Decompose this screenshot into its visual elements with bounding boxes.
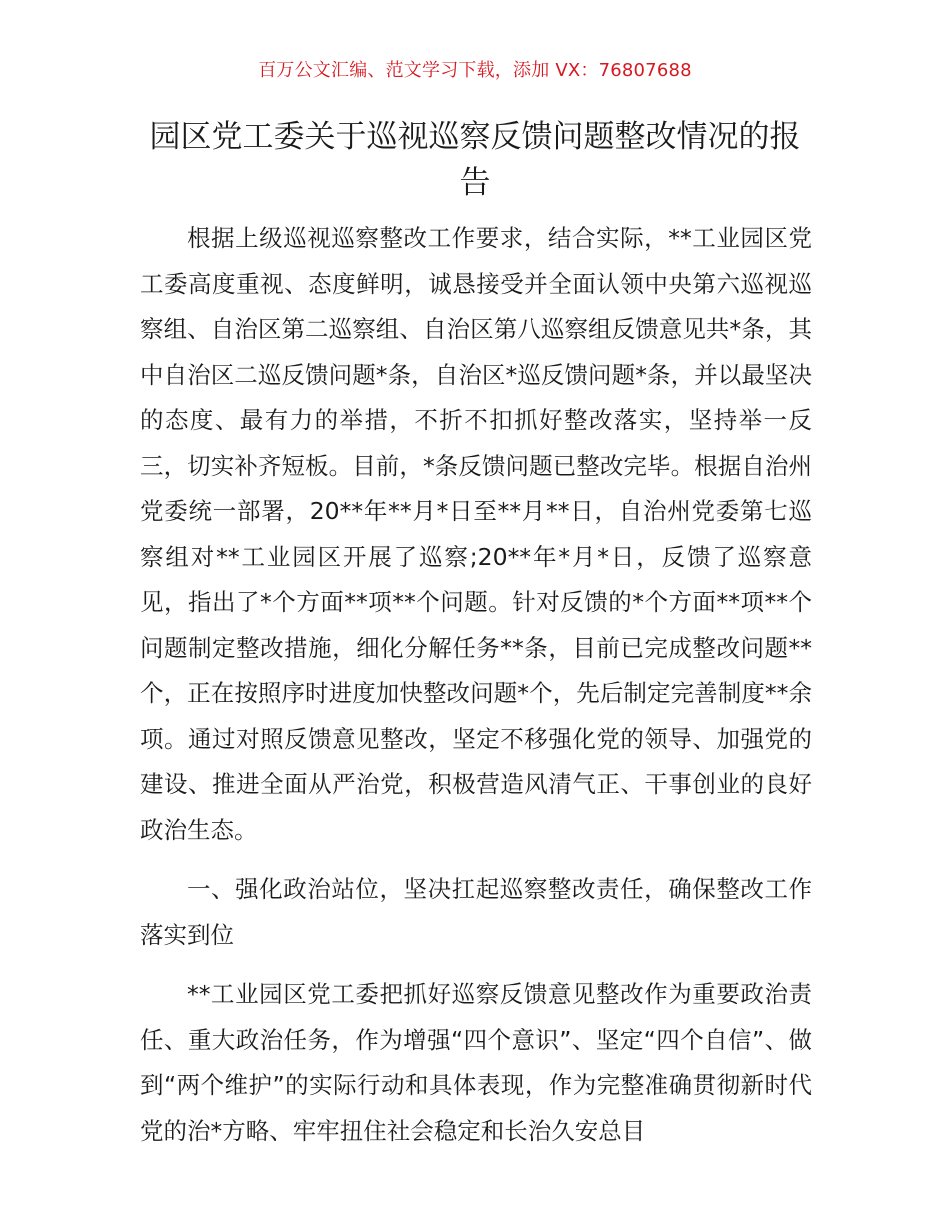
intro-paragraph: 根据上级巡视巡察整改工作要求，结合实际，**工业园区党工委高度重视、态度鲜明，诚恳接受并全面认领中央第六巡视巡察组、自治区第二巡察组、自治区第八巡察组反馈意见共*条，其中自治区二巡反馈问题*条，自治区*巡反馈问题*条，并以最坚决的态度、最有力的举措，不折不扣抓好整改落实，坚持举一反三，切实补齐短板。目前，*条反馈问题已整改完毕。根据自治州党委统一部署，20**年**月*日至**月**日，自治州党委第七巡察组对**工业园区开展了巡察;20**年*月*日，反馈了巡察意见，指出了*个方面**项**个问题。针对反馈的*个方面**项**个问题制定整改措施，细化分解任务**条，目前已完成整改问题**个，正在按照序时进度加快整改问题*个，先后制定完善制度**余项。通过对照反馈意见整改，坚定不移强化党的领导、加强党的建设、推进全面从严治党，积极营造风清气正、干事创业的良好政治生态。 — [140, 224, 812, 844]
document-title: 园区党工委关于巡视巡察反馈问题整改情况的报告 — [149, 119, 801, 201]
section-paragraph: **工业园区党工委把抓好巡察反馈意见整改作为重要政治责任、重大政治任务，作为增强“四个意识”、坚定“四个自信”、做到“两个维护”的实际行动和具体表现，作为完整准确贯彻新时代党的治*方略、牢牢扭住社会稳定和长治久安总目 — [140, 980, 812, 1145]
watermark-header: 百万公文汇编、范文学习下载，添加 VX：76807688 — [258, 60, 692, 81]
document-body — [140, 216, 812, 1154]
section-heading: 一、强化政治站位，坚决扛起巡察整改责任，确保整改工作落实到位 — [140, 875, 812, 949]
